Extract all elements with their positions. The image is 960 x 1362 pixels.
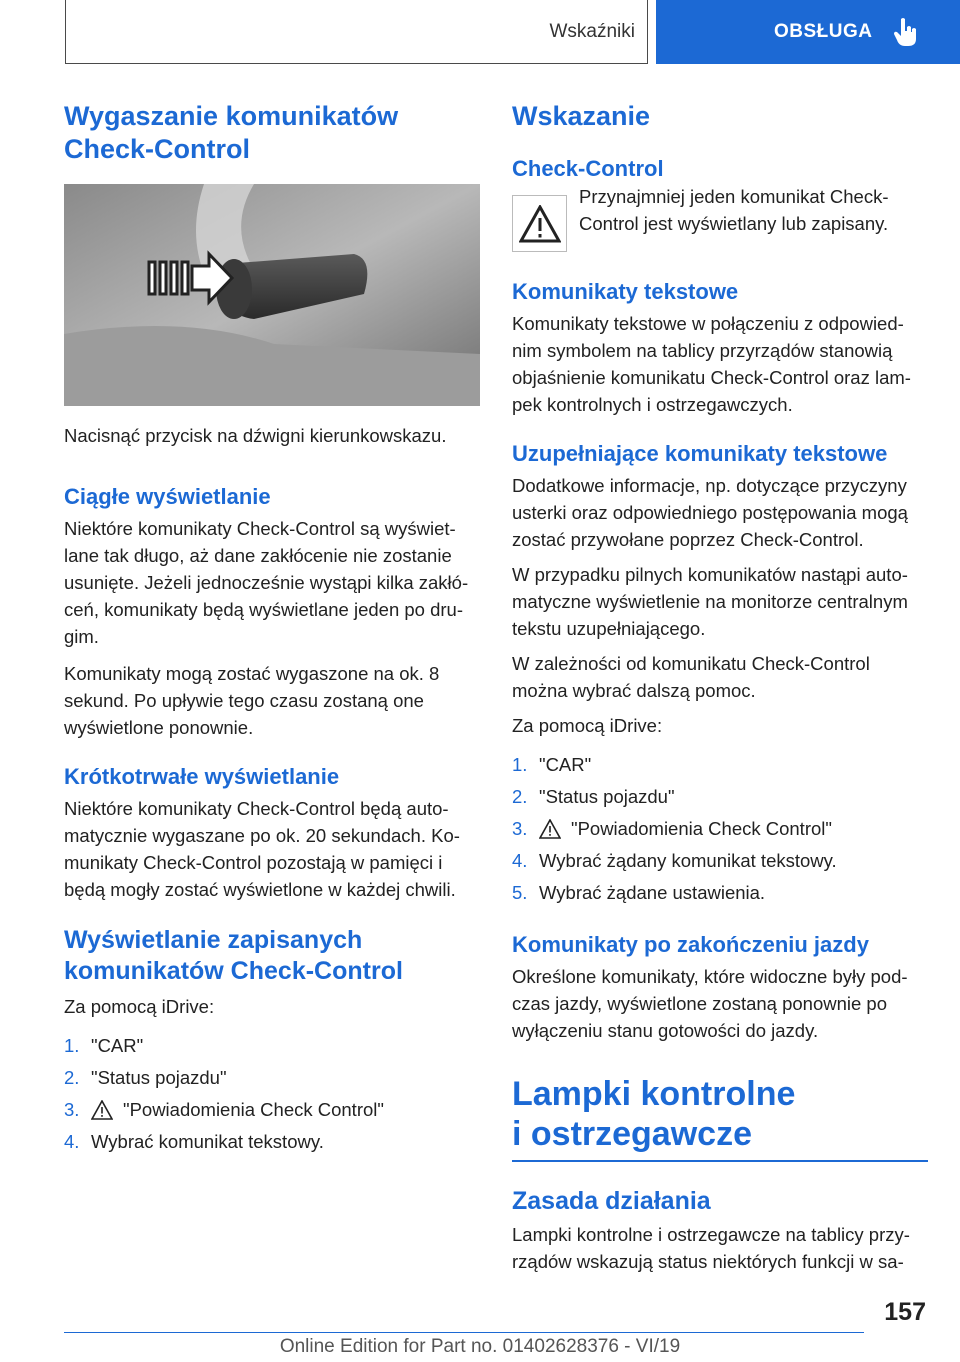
- heading-continuous: Ciągłe wyświetlanie: [64, 484, 271, 509]
- heading-supplementary: Uzupełniające komunikaty tekstowe: [512, 441, 888, 466]
- footer-edition: Online Edition for Part no. 01402628376 - VI/19: [279, 1336, 681, 1357]
- check-control-text: Przynajmniej jeden komunikat Check-Control jest wyświetlany lub zapisany.: [579, 186, 889, 234]
- stored-intro: Za pomocą iDrive:: [64, 996, 215, 1017]
- principle-paragraph: Lampki kontrolne i ostrzegawcze na tablicy przy-rządów wskazują status niektórych funkcji w sa-: [512, 1223, 910, 1272]
- right-column: [512, 100, 928, 1275]
- heading-principle: Zasada działania: [512, 1186, 711, 1215]
- temporary-paragraph-1: Niektóre komunikaty Check-Control będą auto-matycznie wygaszane po ok. 20 sekundach. Ko-munikaty Check-Control pozostają w pamięci i będą mogły zostać wyświetlone w każdej chwili.: [64, 798, 460, 900]
- list-item: 3. "Powiadomienia Check Control": [512, 818, 832, 839]
- photo-caption: Nacisnąć przycisk na dźwigni kierunkowskazu.: [64, 425, 447, 446]
- supp-paragraph-2: W przypadku pilnych komunikatów nastąpi auto-matyczne wyświetlenie na monitorze centralnym tekstu uzupełniającego.: [512, 564, 908, 639]
- header-chapter-tab: [656, 0, 960, 64]
- continuous-paragraph-1: Niektóre komunikaty Check-Control są wyświet-lane tak długo, aż dane zakłócenie nie zostanie usunięte. Jeżeli jednocześnie wystąpi kilka zakłó-ceń, komunikaty będą wyświetlane jeden po dru-gim.: [64, 518, 469, 647]
- hand-pointer-icon: [893, 17, 919, 47]
- turn-signal-lever-photo: [64, 184, 480, 406]
- heading-end-drive: Komunikaty po zakończeniu jazdy: [512, 932, 869, 957]
- warning-triangle-icon: [91, 1100, 113, 1120]
- section-divider: [512, 1160, 928, 1162]
- page-number: 157: [884, 1298, 926, 1326]
- supp-steps: [512, 749, 928, 909]
- list-item: 2. "Status pojazdu": [64, 1067, 227, 1088]
- stored-steps: [64, 1030, 482, 1158]
- heading-temporary: Krótkotrwałe wyświetlanie: [64, 764, 340, 789]
- footer-divider: [64, 1332, 864, 1333]
- left-column: [64, 100, 482, 1158]
- end-drive-paragraph: Określone komunikaty, które widoczne były pod-czas jazdy, wyświetlone zostaną ponownie po wyłączeniu stanu gotowości do jazdy.: [512, 966, 908, 1041]
- header-chapter-label: OBSŁUGA: [774, 21, 873, 42]
- check-control-row: [512, 186, 928, 252]
- list-item: 4. Wybrać komunikat tekstowy.: [64, 1131, 324, 1152]
- heading-stored: Wyświetlanie zapisanych komunikatów Check-Control: [64, 926, 403, 985]
- warning-triangle-icon: [519, 205, 561, 243]
- supp-paragraph-1: Dodatkowe informacje, np. dotyczące przyczyny usterki oraz odpowiedniego postępowania mogą zostać przywołane poprzez Check-Control.: [512, 475, 908, 550]
- header-section-tab: [65, 0, 648, 64]
- section-title-lamps: Lampki kontrolne i ostrzegawcze: [512, 1075, 796, 1153]
- supp-intro: Za pomocą iDrive:: [512, 715, 663, 736]
- list-item: 4. Wybrać żądany komunikat tekstowy.: [512, 850, 837, 871]
- list-item: 5. Wybrać żądane ustawienia.: [512, 882, 766, 903]
- continuous-paragraph-2: Komunikaty mogą zostać wygaszone na ok. 8 sekund. Po upływie tego czasu zostaną one wyświetlone ponownie.: [64, 663, 440, 738]
- supp-paragraph-3: W zależności od komunikatu Check-Control można wybrać dalszą pomoc.: [512, 653, 870, 701]
- warning-triangle-icon: [539, 819, 561, 839]
- list-item: 1. "CAR": [512, 754, 592, 775]
- heading-check-control: Check-Control: [512, 156, 664, 181]
- section-title-dismiss: Wygaszanie komunikatów Check-Control: [64, 101, 399, 164]
- heading-text-messages: Komunikaty tekstowe: [512, 279, 739, 304]
- header-section-label: Wskaźniki: [549, 20, 635, 42]
- warning-symbol-box: [512, 195, 567, 252]
- list-item: 1. "CAR": [64, 1035, 144, 1056]
- list-item: 2. "Status pojazdu": [512, 786, 675, 807]
- text-messages-paragraph: Komunikaty tekstowe w połączeniu z odpowied-nim symbolem na tablicy przyrządów stanowią objaśnienie komunikatu Check-Control oraz lam-pek kontrolnych i ostrzegawczych.: [512, 313, 911, 415]
- section-title-display: Wskazanie: [512, 101, 651, 131]
- list-item: 3. "Powiadomienia Check Control": [64, 1099, 384, 1120]
